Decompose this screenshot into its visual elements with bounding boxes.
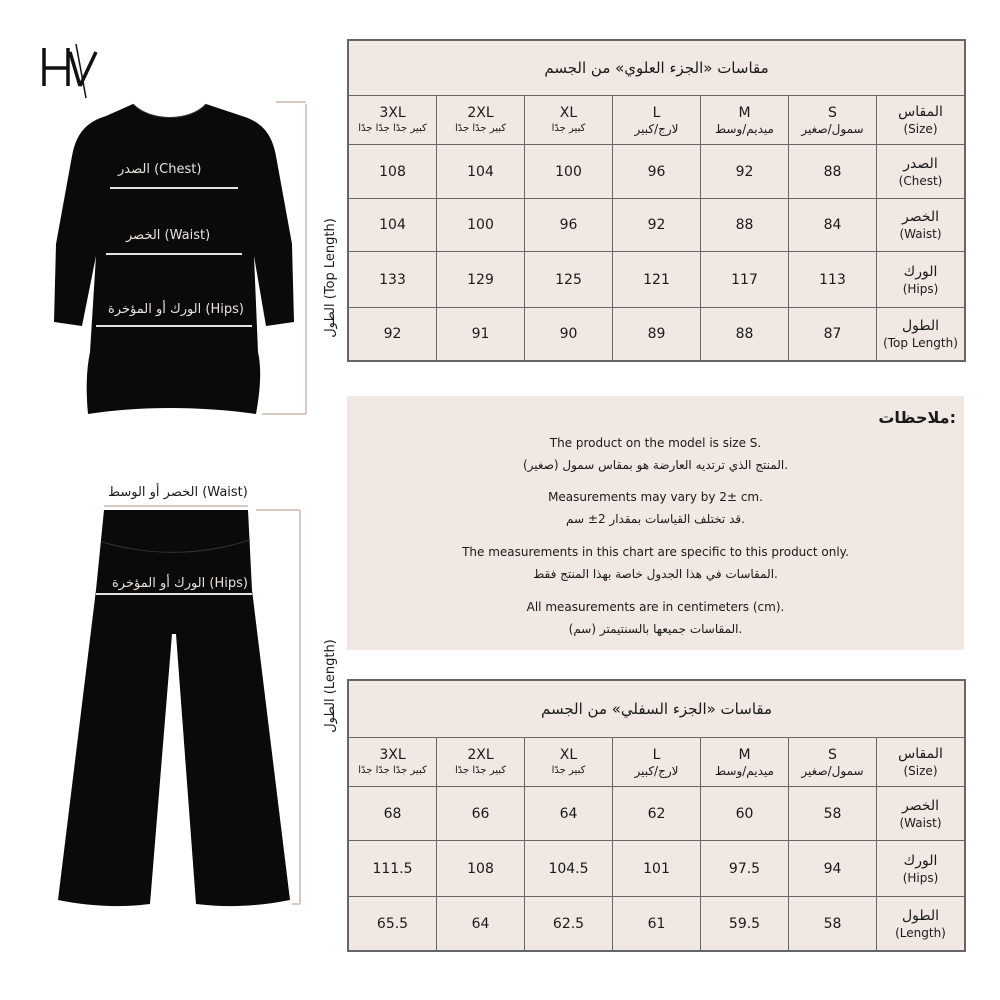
size-header-label: المقاس (Size) bbox=[877, 96, 965, 145]
size-cell-2xl: 2XL كبير جدًا جدًا bbox=[437, 738, 525, 787]
size-cell-m: M ميديم/وسط bbox=[701, 96, 789, 145]
table-row: 65.5 64 62.5 61 59.5 58 الطول (Length) bbox=[349, 897, 965, 951]
notes-title: ملاحظات: bbox=[878, 408, 956, 427]
size-cell-xl: XL كبير جدًا bbox=[525, 96, 613, 145]
bottom-table-title: مقاسات «الجزء السفلي» من الجسم bbox=[349, 681, 965, 738]
top-waist-label: الخصر (Waist) bbox=[126, 228, 211, 243]
size-cell-m: M ميديم/وسط bbox=[701, 738, 789, 787]
size-cell-s: S سمول/صغير bbox=[789, 738, 877, 787]
top-chest-label: الصدر (Chest) bbox=[118, 162, 202, 177]
top-hips-label: الورك أو المؤخرة (Hips) bbox=[108, 302, 244, 317]
top-garment-illustration bbox=[54, 104, 294, 414]
size-header-row bbox=[349, 738, 965, 787]
size-cell-2xl: 2XL كبير جدًا جدًا bbox=[437, 96, 525, 145]
size-header-label: المقاس (Size) bbox=[877, 738, 965, 787]
notes-panel bbox=[347, 396, 964, 650]
note-item: Measurements may vary by 2± cm. قد تختلف القياسات بمقدار 2± سم. bbox=[548, 490, 763, 526]
size-cell-s: S سمول/صغير bbox=[789, 96, 877, 145]
table-row: 108 104 100 96 92 88 الصدر (Chest) bbox=[349, 145, 965, 199]
size-cell-3xl: 3XL كبير جدًا جدًا جدًا bbox=[349, 96, 437, 145]
row-label: الصدر (Chest) bbox=[877, 145, 965, 199]
size-cell-xl: XL كبير جدًا bbox=[525, 738, 613, 787]
size-header-row bbox=[349, 96, 965, 145]
table-row: 104 100 96 92 88 84 الخصر (Waist) bbox=[349, 199, 965, 252]
table-row: 111.5 108 104.5 101 97.5 94 الورك (Hips) bbox=[349, 841, 965, 897]
size-cell-l: L لارج/كبير bbox=[613, 96, 701, 145]
bottom-size-table bbox=[347, 679, 966, 952]
row-label: الخصر (Waist) bbox=[877, 199, 965, 252]
table-row: 133 129 125 121 117 113 الورك (Hips) bbox=[349, 252, 965, 308]
pants-illustration bbox=[58, 510, 290, 906]
pants-waist-label: الخصر أو الوسط (Waist) bbox=[108, 485, 248, 500]
note-item: The product on the model is size S. المنتج الذي ترتديه العارضة هو بمقاس سمول (صغير). bbox=[522, 436, 789, 472]
row-label: الورك (Hips) bbox=[877, 252, 965, 308]
table-row: 68 66 64 62 60 58 الخصر (Waist) bbox=[349, 787, 965, 841]
size-cell-3xl: 3XL كبير جدًا جدًا جدًا bbox=[349, 738, 437, 787]
row-label: الورك (Hips) bbox=[877, 841, 965, 897]
size-cell-l: L لارج/كبير bbox=[613, 738, 701, 787]
pants-length-label: الطول (Length) bbox=[323, 639, 338, 733]
note-item: All measurements are in centimeters (cm). المقاسات جميعها بالسنتيمتر (سم). bbox=[526, 600, 785, 636]
top-length-label: الطول (Top Length) bbox=[323, 218, 338, 338]
garment-figures bbox=[0, 0, 340, 1000]
note-item: The measurements in this chart are specific to this product only. المقاسات في هذا الجدول خاصة بهذا المنتج فقط. bbox=[462, 545, 849, 581]
top-size-table bbox=[347, 39, 966, 362]
row-label: الخصر (Waist) bbox=[877, 787, 965, 841]
row-label: الطول (Top Length) bbox=[877, 308, 965, 361]
row-label: الطول (Length) bbox=[877, 897, 965, 951]
top-table-title: مقاسات «الجزء العلوي» من الجسم bbox=[349, 41, 965, 96]
pants-hips-label: الورك أو المؤخرة (Hips) bbox=[112, 576, 248, 591]
table-row: 92 91 90 89 88 87 الطول (Top Length) bbox=[349, 308, 965, 361]
